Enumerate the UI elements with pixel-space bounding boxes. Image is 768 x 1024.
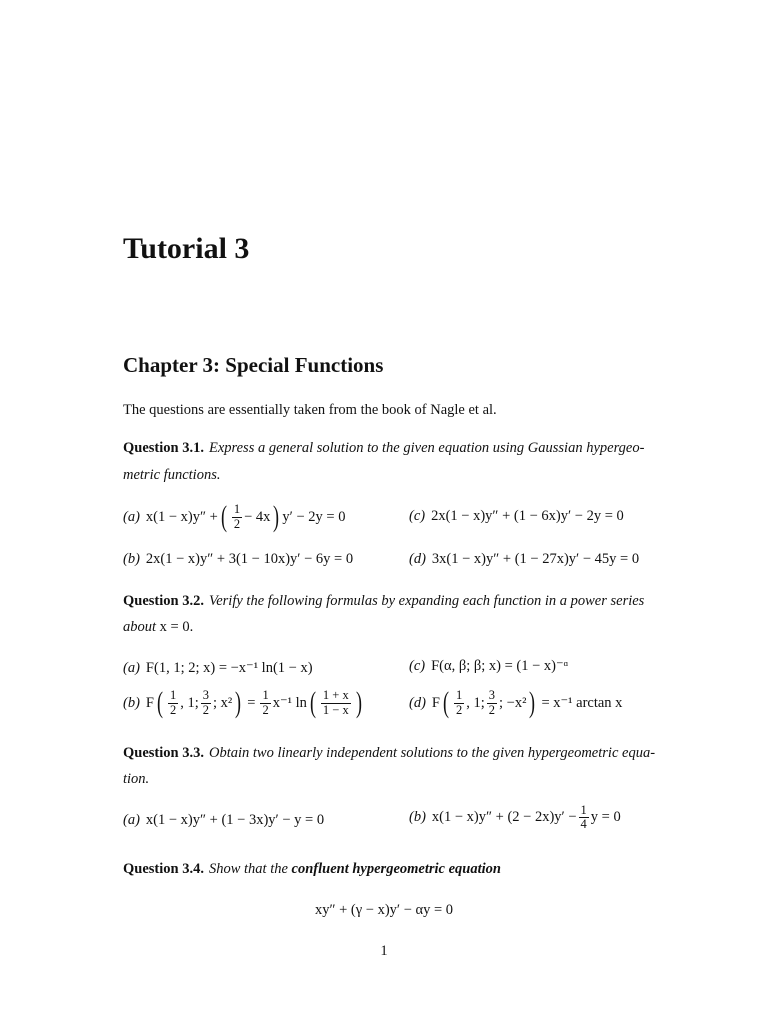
question-text: metric functions. [123, 467, 221, 483]
question-label: Question 3.2. [123, 593, 204, 609]
question-3-3-line1 [123, 745, 655, 762]
equation-3-1-b [123, 551, 353, 568]
equation-text: − 4x [244, 508, 271, 525]
part-label: (d) [409, 694, 426, 711]
equation-3-2-b [123, 688, 365, 718]
right-paren: ) [273, 500, 280, 533]
question-3-4-line1 [123, 861, 501, 878]
equation-3-3-b [409, 804, 621, 831]
equation-text: y′ − 2y = 0 [282, 508, 346, 525]
equation-3-2-a [123, 660, 313, 677]
equation-3-1-c [409, 508, 624, 525]
question-text: Obtain two linearly independent solutions to the given hypergeometric equa- [208, 745, 656, 761]
equation-text: x(1 − x)y″ + (2 − 2x)y′ − [431, 809, 577, 826]
equation-text: x(1 − x)y″ + [145, 508, 218, 525]
equation-3-1-a [123, 502, 345, 532]
emphasized-term: confluent hypergeometric equation [291, 861, 501, 877]
fraction: $\frac{1}{2}$ [456, 688, 463, 717]
intro-paragraph: The questions are essentially taken from the book of Nagle et al. [123, 402, 497, 418]
equation-text: x(1 − x)y″ + (1 − 3x)y′ − y = 0 [145, 812, 325, 828]
page-title: Tutorial 3 [123, 232, 250, 265]
question-text: Express a general solution to the given equation using Gaussian hypergeo- [208, 440, 645, 456]
equation-text: ; x² [213, 694, 233, 711]
question-text: about [123, 619, 157, 635]
part-label: (a) [123, 508, 140, 525]
question-text: Verify the following formulas by expanding each function in a power series [208, 593, 645, 609]
equation-text: xy″ + (γ − x)y′ − αy = 0 [314, 902, 454, 918]
fraction: $\frac{1}{2}$ [262, 688, 269, 717]
part-label: (b) [123, 694, 140, 711]
left-paren: ( [220, 500, 227, 533]
question-3-2-line2 [123, 619, 193, 636]
part-label: (b) [409, 809, 426, 826]
part-label: (a) [123, 812, 140, 828]
fraction: $\frac{1 + x}{1 - x}$ [322, 688, 349, 717]
equation-text: = x⁻¹ arctan x [541, 694, 623, 711]
left-paren: ( [443, 686, 449, 719]
question-3-1-line1 [123, 440, 644, 457]
question-text: tion. [123, 771, 150, 787]
equation-text: F [431, 694, 440, 711]
equation-text: y = 0 [590, 809, 621, 826]
equation-3-2-c [409, 658, 568, 675]
equation-text: 2x(1 − x)y″ + (1 − 6x)y′ − 2y = 0 [431, 508, 624, 524]
equation-3-1-d [409, 551, 639, 568]
right-paren: ) [235, 686, 242, 719]
question-text: Show that the [208, 861, 288, 877]
part-label: (c) [409, 658, 426, 674]
equation-text: F [145, 694, 154, 711]
right-paren: ) [355, 686, 362, 719]
left-paren: ( [309, 686, 316, 719]
equation-text: = [247, 694, 256, 711]
part-label: (c) [409, 508, 426, 524]
equation-text: x⁻¹ ln [272, 694, 307, 711]
part-label: (d) [409, 551, 426, 567]
equation-text: , 1; [180, 694, 199, 711]
equation-text: 2x(1 − x)y″ + 3(1 − 10x)y′ − 6y = 0 [145, 551, 354, 567]
equation-3-2-d [409, 688, 622, 718]
equation-3-3-a [123, 812, 324, 829]
left-paren: ( [157, 686, 163, 719]
chapter-heading: Chapter 3: Special Functions [123, 353, 384, 377]
question-3-3-line2 [123, 771, 149, 788]
part-label: (a) [123, 660, 140, 676]
equation-text: ; −x² [499, 694, 527, 711]
fraction: $\frac{1}{4}$ [580, 803, 587, 832]
fraction: $\frac{3}{2}$ [488, 688, 496, 717]
page-number: 1 [380, 943, 388, 959]
question-label: Question 3.3. [123, 745, 204, 761]
equation-text: F(1, 1; 2; x) = −x⁻¹ ln(1 − x) [145, 660, 313, 676]
question-label: Question 3.1. [123, 440, 204, 456]
display-equation [0, 902, 768, 919]
equation-text: F(α, β; β; x) = (1 − x)⁻ᵅ [431, 658, 569, 674]
equation-text: , 1; [466, 694, 485, 711]
part-label: (b) [123, 551, 140, 567]
question-3-1-line2 [123, 467, 220, 484]
inline-math: x = 0. [159, 619, 194, 635]
equation-text: 3x(1 − x)y″ + (1 − 27x)y′ − 45y = 0 [431, 551, 640, 567]
fraction: $\frac{1}{2}$ [170, 688, 177, 717]
fraction: $\frac{3}{2}$ [202, 688, 210, 717]
question-label: Question 3.4. [123, 861, 204, 877]
right-paren: ) [529, 686, 536, 719]
fraction: $\frac{1}{2}$ [233, 502, 241, 531]
question-3-2-line1 [123, 593, 644, 610]
